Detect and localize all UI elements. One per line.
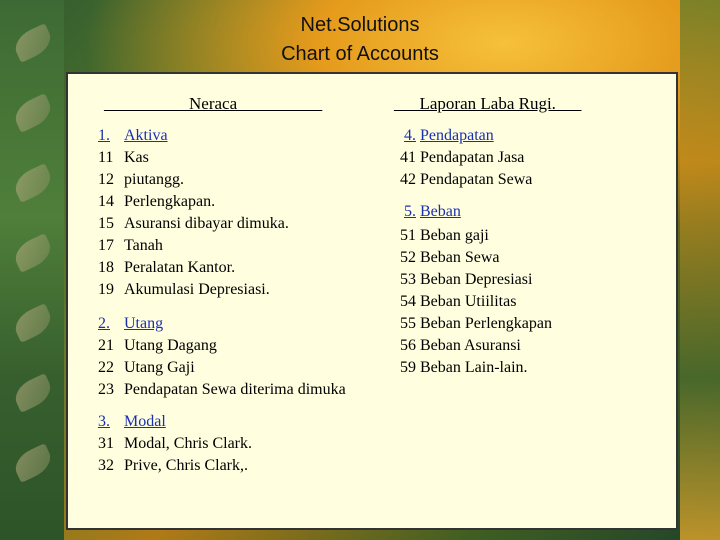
account-number: 11 (98, 149, 114, 166)
account-label: Beban (420, 203, 461, 220)
account-label: Pendapatan Sewa (420, 171, 533, 188)
account-label: Pendapatan Sewa diterima dimuka (124, 381, 346, 398)
leaf-decoration (10, 93, 55, 133)
account-label: Tanah (124, 237, 163, 254)
account-number: 1. (98, 127, 110, 144)
account-number: 32 (98, 457, 114, 474)
account-row (98, 148, 149, 168)
account-label: Peralatan Kantor. (124, 259, 236, 276)
account-group-aktiva (98, 126, 168, 146)
account-row (394, 170, 532, 190)
account-group-pendapatan (394, 126, 494, 146)
account-row (394, 248, 500, 268)
account-row (98, 358, 195, 378)
account-number: 51 (400, 227, 416, 244)
account-row (98, 170, 184, 190)
account-label: Beban Utiilitas (420, 293, 517, 310)
account-row (394, 358, 528, 378)
account-label: Modal, Chris Clark. (124, 435, 252, 452)
account-number: 31 (98, 435, 114, 452)
account-row (394, 314, 552, 334)
leaf-decoration (10, 443, 55, 483)
account-row (394, 336, 521, 356)
account-number: 56 (400, 337, 416, 354)
account-label: Beban Depresiasi (420, 271, 533, 288)
account-label: Perlengkapan. (124, 193, 216, 210)
account-label: Pendapatan Jasa (420, 149, 525, 166)
account-number: 54 (400, 293, 416, 310)
leaf-decoration (10, 303, 55, 343)
account-label: piutangg. (124, 171, 184, 188)
account-row (98, 280, 270, 300)
account-row (98, 336, 217, 356)
leaf-decoration (10, 373, 55, 413)
account-number: 15 (98, 215, 114, 232)
account-row (98, 236, 163, 256)
account-number: 55 (400, 315, 416, 332)
decorative-left-strip (0, 0, 64, 540)
account-label: Pendapatan (420, 127, 494, 144)
account-row (98, 380, 346, 400)
account-row (98, 192, 215, 212)
account-number: 14 (98, 193, 114, 210)
account-row (98, 214, 289, 234)
account-number: 42 (400, 171, 416, 188)
slide-title-line2: Chart of Accounts (281, 43, 439, 65)
account-row (394, 292, 516, 312)
account-label: Utang Gaji (124, 359, 195, 376)
account-number: 23 (98, 381, 114, 398)
account-row (394, 270, 532, 290)
account-number: 4. (404, 127, 416, 144)
account-number: 53 (400, 271, 416, 288)
decorative-right-strip (680, 0, 720, 540)
account-number: 17 (98, 237, 114, 254)
account-group-modal (98, 412, 166, 432)
account-number: 2. (98, 315, 110, 332)
leaf-decoration (10, 233, 55, 273)
account-row (98, 456, 248, 476)
account-number: 18 (98, 259, 114, 276)
account-row (98, 258, 235, 278)
account-row (394, 148, 524, 168)
account-label: Beban Sewa (420, 249, 500, 266)
account-label: Beban Lain-lain. (420, 359, 528, 376)
account-number: 21 (98, 337, 114, 354)
account-number: 41 (400, 149, 416, 166)
leaf-decoration (10, 163, 55, 203)
account-label: Prive, Chris Clark,. (124, 457, 248, 474)
account-label: Kas (124, 149, 149, 166)
account-label: Beban Perlengkapan (420, 315, 552, 332)
account-number: 12 (98, 171, 114, 188)
account-label: Utang (124, 315, 164, 332)
account-label: Akumulasi Depresiasi. (124, 281, 270, 298)
slide-title-line1: Net.Solutions (300, 14, 420, 36)
account-number: 22 (98, 359, 114, 376)
account-label: Aktiva (124, 127, 168, 144)
account-label: Modal (124, 413, 166, 430)
account-label: Beban Asuransi (420, 337, 521, 354)
neraca-header: __________Neraca__________ (104, 94, 323, 113)
account-number: 19 (98, 281, 114, 298)
account-number: 3. (98, 413, 110, 430)
account-group-utang (98, 314, 163, 334)
account-label: Utang Dagang (124, 337, 217, 354)
account-label: Beban gaji (420, 227, 489, 244)
chart-of-accounts-card (66, 72, 678, 530)
laba-rugi-header: ___Laporan Laba Rugi.___ (394, 94, 582, 113)
account-row (98, 434, 252, 454)
account-number: 5. (404, 203, 416, 220)
account-row (394, 226, 489, 246)
account-group-beban (394, 202, 461, 222)
account-number: 59 (400, 359, 416, 376)
account-number: 52 (400, 249, 416, 266)
account-label: Asuransi dibayar dimuka. (124, 215, 289, 232)
